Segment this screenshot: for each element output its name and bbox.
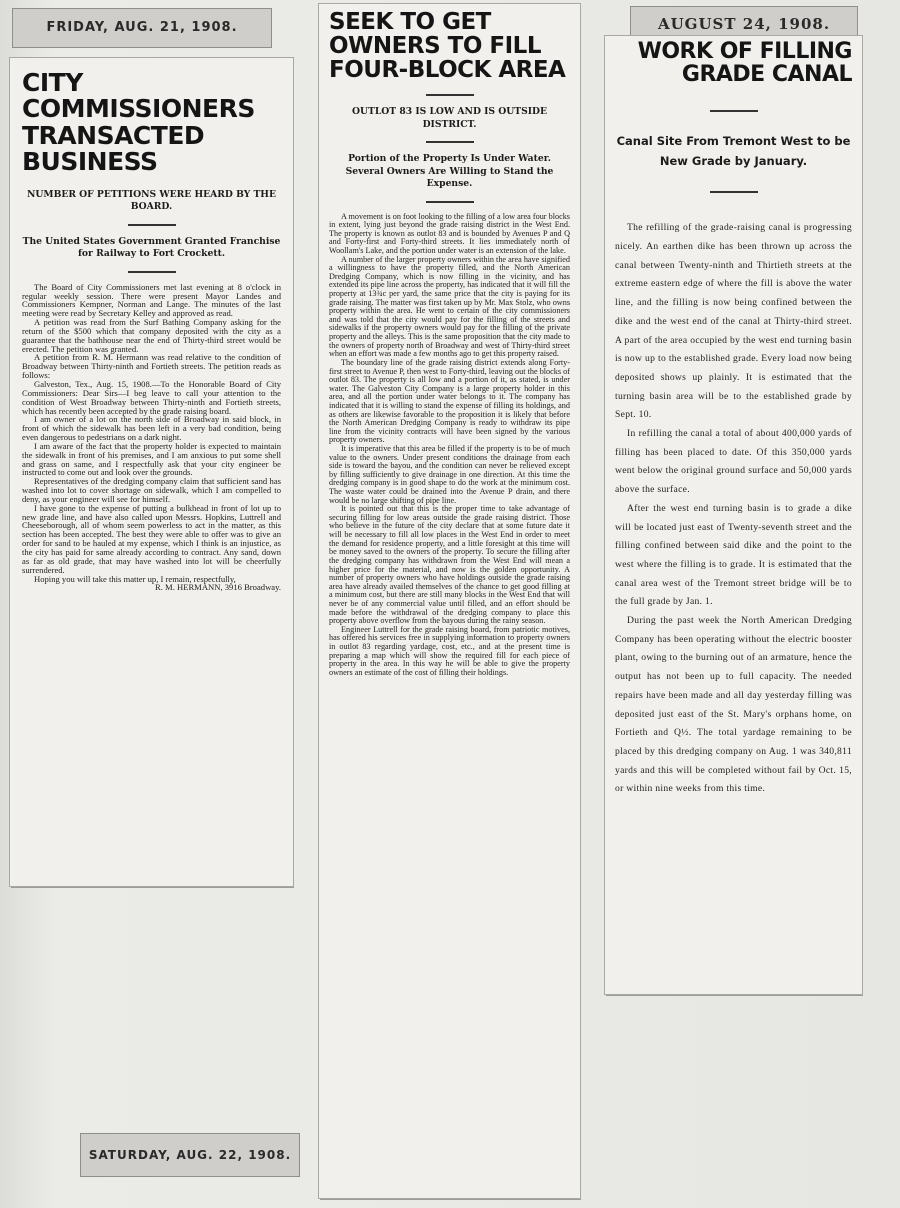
paragraph: A movement is on foot looking to the filling of a low area four blocks in extent, lying just beyond the grade raising district in the West End. The property is known as outlot 83 and is bounded by Avenues P and Q and Forty-first and Forty-third streets. It lies immediately north of Woollam's Lake, and the portion under water is an extension of the lake. [329,211,570,255]
paragraph: I have gone to the expense of putting a bulkhead in front of lot up to new grade line, and have also called upon Messrs. Hopkins, Luttrell and Cheeseborough, all of whom seem powerless to act in the matter, as this section has been accepted. The best they were able to offer was to give an order for sand to be hauled at my expense, which I think is an injustice, as the city has paid for same already according to contract. Any sand, down as far as old grade, that may have washed into lot will be cheerfully surrendered. [22,502,281,575]
middle-article-body [329,213,570,678]
left-date-slip [12,8,272,48]
middle-article [319,4,580,1198]
left-date: FRIDAY, AUG. 21, 1908. [46,20,238,35]
paragraph: Galveston, Tex., Aug. 15, 1908.—To the Honorable Board of City Commissioners: Dear Sirs—I beg leave to call your attention to the condition of West Broadway between Thirty-ninth and Fortieth streets, which has recently been accepted by the grade raising board. [22,378,281,416]
paragraph: I am owner of a lot on the north side of Broadway in said block, in front of which the sidewalk has been left in a very bad condition, being even dangerous to pedestrians on a dark night. [22,414,281,443]
divider-rule [426,201,474,203]
divider-rule [710,191,758,193]
paragraph: After the west end turning basin is to grade a dike will be located just east of Twenty-seventh street and the filling confined between said dike and the point to the west where the filling is to grade. It is estimated that the canal area west of the Tremont street bridge will be to the full grade by Jan. 1. [615,502,852,608]
paragraph: It is imperative that this area be filled if the property is to be of much value to the owners. Under present conditions the drainage from each side is toward the bayou, and the condition can never be relieved except by filling sufficiently to give drainage in one direction. At this time the dredging company is in good shape to do the work at the minimum cost. The waste water could be drained into the Avenue P drain, and there would be no large shifting of pipe line. [329,443,570,505]
middle-subhead-2: Portion of the Property Is Under Water. Several Owners Are Willing to Stand the Expense. [345,153,554,190]
paragraph: In refilling the canal a total of about 400,000 yards of filling has been placed to date. Of this 350,000 yards went below the original ground surface and 50,000 yards above the surface. [615,428,852,496]
paragraph: I am aware of the fact that the property holder is expected to maintain the sidewalk in front of his premises, and I am anxious to put some shell and grass on same, and I respectfully ask that your city engineer be instructed to come out and look over the grounds. [22,440,281,478]
left-subhead-1: NUMBER OF PETITIONS WERE HEARD BY THE BOARD. [27,189,276,213]
left-subhead-2: The United States Government Granted Franchise for Railway to Fort Crockett. [22,235,281,260]
right-article [605,36,862,994]
left-date-2: SATURDAY, AUG. 22, 1908. [88,1148,292,1162]
paragraph: A number of the larger property owners within the area have signified a willingness to have the property filled, and the North American Dredging Company, which is now filling in the vicinity, and has extended its pipe line across the property, has indicated that it will fill the property at 13¾c per yard, the same price that the city is paying for its grade raising. The matter was first taken up by Mr. Max Stolz, who owns property within the area. He went to certain of the city commissioners and was told that the city would pay for the filling of the streets and sidewalks if the property owners would pay for the filling of the private property and the alleys. This is the same proposition that the city made to the owners of property north of Broadway and west of Thirty-third street when an effort was made a few months ago to get this property raised. [329,254,570,359]
right-date: AUGUST 24, 1908. [657,15,831,33]
paragraph: A petition from R. M. Hermann was read relative to the condition of Broadway between Thirty-ninth and Fortieth streets. The petition reads as follows: [22,352,281,381]
paragraph: The refilling of the grade-raising canal is progressing nicely. An earthen dike has been thrown up across the canal between Twenty-ninth and Thirtieth streets at the extreme eastern edge of where the fill is above the water line, and the filling is now being confined between the dike and the west end of the canal at Thirty-third street. A part of the area occupied by the west end turning basin is now up to the established grade. Every load now being deposited shows up plainly. It is estimated that the turning basin area will be to the established grade by Sept. 10. [615,222,852,421]
divider-rule [710,110,758,112]
paragraph: A petition was read from the Surf Bathing Company asking for the return of the $500 which that company deposited with the city as a guarantee that the bathhouse near the end of Thirty-third street would be erected. The petition was granted. [22,317,281,354]
left-date-slip-2 [80,1133,300,1177]
divider-rule [426,94,474,96]
paragraph: The boundary line of the grade raising district extends along Forty-first street to Avenue P, then west to Forty-third, leaving out the blocks of outlot 83. The property is all low and a portion of it, as stated, is under water. The Galveston City Company is a large property holder in this area, and all the portion under water belongs to it. The company has indicated that it is willing to stand the expense of filling its holdings, and as others are likewise favorable to the proposition it is likely that before the North American Dredging Company is ready to withdraw its pipe line from the vicinity contracts will have been signed by the various property owners. [329,357,570,445]
middle-subhead-1: OUTLOT 83 IS LOW AND IS OUTSIDE DISTRICT. [351,106,548,130]
divider-rule [426,141,474,143]
left-article-body [22,283,281,593]
right-subhead: Canal Site From Tremont West to be New Grade by January. [616,134,851,168]
paragraph: Hoping you will take this matter up, I remain, respectfully, [34,573,236,584]
paragraph: Representatives of the dredging company claim that sufficient sand has washed into lot to cover shortage on sidewalk, which I am compelled to deny, as your engineer will see for himself. [22,476,281,504]
paragraph: The Board of City Commissioners met last evening at 8 o'clock in regular weekly session. There were present Mayor Landes and Commissioners Kempner, Norman and Lange. The minutes of the last meeting were read by Secretary Kelley and approved as read. [22,281,281,319]
left-headline: CITY COMMISSIONERS TRANSACTED BUSINESS [22,68,255,176]
middle-headline: SEEK TO GET OWNERS TO FILL FOUR-BLOCK AREA [329,9,566,84]
paragraph: It is pointed out that this is the proper time to take advantage of securing filling for low areas outside the grade raising district. Those who believe in the future of the city declare that at some future date it will be necessary to fill all low places in the West End in order to meet the demand for residence property, and a little foresight at this time will be money saved to the owners of the property. To secure the filling after the dredging company has withdrawn from the West End will mean a higher price for the material, and now is the golden opportunity. A number of property owners who have holdings outside the grade raising area have already availed themselves of the chance to get good filling at a minimum cost, but there are still many blocks in the West End that will never be of any commercial value until filled, and an effort should be made before the withdrawal of the dredging company to place this property above overflow from the bayous during the rainy season. [329,504,570,626]
paragraph: During the past week the North American Dredging Company has been operating without the electric booster plant, owing to the burning out of an armature, hence the output has not been up to full capacity. The needed repairs have been made and all day yesterday filling was deposited just east of the St. Mary's orphans home, on Fortieth and Q½. The total yardage remaining to be placed by this dredging company on Aug. 1 was 340,811 yards and this will be completed without fail by Oct. 15, or within nine weeks from this time. [615,615,852,795]
signature: R. M. HERMANN, 3916 Broadway. [155,582,281,593]
divider-rule [128,224,176,226]
paragraph: Engineer Luttrell for the grade raising board, from patriotic motives, has offered his services free in supplying information to property owners in outlot 83 regarding yardage, cost, etc., and at the present time is preparing a map which will show the required fill for each piece of property in the area. In this way he will be able to give the property owners an estimate of the cost of filling their holdings. [329,624,570,677]
left-article [10,58,293,886]
divider-rule [128,271,176,273]
right-headline: WORK OF FILLING GRADE CANAL [637,39,852,88]
right-article-body [615,219,852,799]
